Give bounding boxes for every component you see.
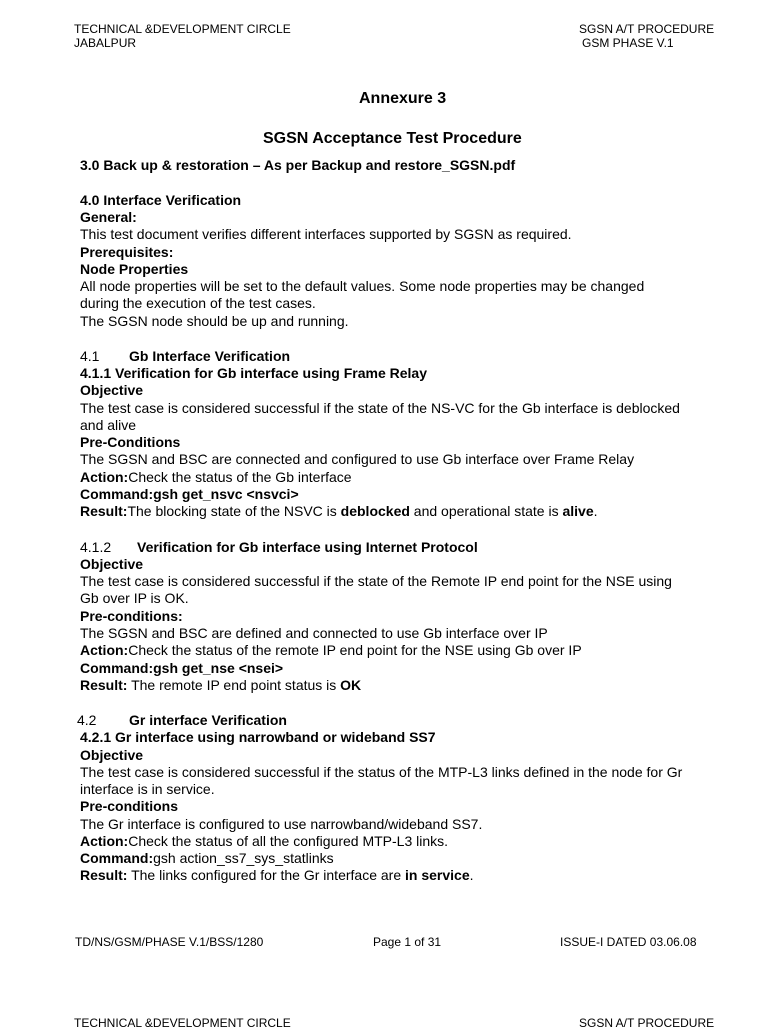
preconditions-label: Pre-conditions: — [80, 608, 183, 624]
preconditions-text: The SGSN and BSC are defined and connected to use Gb interface over IP — [80, 625, 548, 641]
header-right-line2: GSM PHASE V.1 — [582, 36, 674, 50]
section-4-0-heading: 4.0 Interface Verification — [80, 192, 242, 208]
general-label: General: — [80, 209, 137, 225]
footer-doc-id: TD/NS/GSM/PHASE V.1/BSS/1280 — [75, 935, 264, 949]
header-right-line1: SGSN A/T PROCEDURE — [579, 22, 715, 36]
header-left-line2: JABALPUR — [74, 36, 137, 50]
objective-text-1: The test case is considered successful if the status of the MTP-L3 links defined in the node for Gr — [80, 764, 683, 780]
next-page-header-right: SGSN A/T PROCEDURE — [579, 1016, 715, 1030]
objective-text-2: interface is in service. — [80, 781, 215, 797]
general-text: This test document verifies different interfaces supported by SGSN as required. — [80, 226, 572, 242]
action-label: Action: — [80, 642, 129, 658]
node-properties-label: Node Properties — [80, 261, 189, 277]
node-text-1: All node properties will be set to the default values. Some node properties may be changed — [80, 278, 645, 294]
next-page-header-left: TECHNICAL &DEVELOPMENT CIRCLE — [74, 1016, 291, 1030]
result-line — [80, 677, 361, 694]
result-text: The links configured for the Gr interface are — [127, 867, 405, 883]
objective-text-1: The test case is considered successful if the state of the NS-VC for the Gb interface is deblocked — [80, 400, 680, 416]
section-4-1-1-heading: 4.1.1 Verification for Gb interface using Frame Relay — [80, 365, 428, 381]
objective-text-2: and alive — [80, 417, 137, 433]
prerequisites-label: Prerequisites: — [80, 244, 174, 260]
action-label: Action: — [80, 833, 129, 849]
result-bold-2: alive — [562, 503, 594, 519]
action-line — [80, 642, 582, 659]
page-title: Annexure 3 — [359, 90, 447, 107]
result-text-mid: and operational state is — [409, 503, 563, 519]
footer-issue-date: ISSUE-I DATED 03.06.08 — [560, 935, 697, 949]
action-line — [80, 833, 448, 850]
command-line: Command:gsh get_nsvc <nsvci> — [80, 486, 299, 502]
section-3-0: 3.0 Back up & restoration – As per Backup and restore_SGSN.pdf — [80, 157, 516, 173]
node-text-3: The SGSN node should be up and running. — [80, 313, 349, 329]
header-left-line1: TECHNICAL &DEVELOPMENT CIRCLE — [74, 22, 291, 36]
action-text: Check the status of the remote IP end point for the NSE using Gb over IP — [128, 642, 582, 658]
action-text: Check the status of the Gb interface — [128, 469, 352, 485]
result-text: The remote IP end point status is — [127, 677, 341, 693]
result-bold-1: deblocked — [340, 503, 410, 519]
preconditions-text: The SGSN and BSC are connected and configured to use Gb interface over Frame Relay — [80, 451, 635, 467]
action-label: Action: — [80, 469, 129, 485]
node-text-2: during the execution of the test cases. — [80, 295, 316, 311]
result-line — [80, 867, 474, 884]
section-4-1-heading: Gb Interface Verification — [129, 348, 291, 364]
preconditions-label: Pre-conditions — [80, 798, 179, 814]
objective-label: Objective — [80, 556, 144, 572]
objective-label: Objective — [80, 747, 144, 763]
result-text: The blocking state of the NSVC is — [127, 503, 341, 519]
section-4-2-number: 4.2 — [77, 712, 97, 728]
result-bold-1: in service — [405, 867, 470, 883]
section-4-1-2-number: 4.1.2 — [80, 539, 112, 555]
result-label: Result: — [80, 677, 128, 693]
preconditions-text: The Gr interface is configured to use narrowband/wideband SS7. — [80, 816, 483, 832]
command-text: gsh action_ss7_sys_statlinks — [153, 850, 334, 866]
result-line — [80, 503, 598, 520]
action-text: Check the status of all the configured MTP-L3 links. — [128, 833, 449, 849]
result-text-end: . — [469, 867, 474, 883]
command-line: Command:gsh get_nse <nsei> — [80, 660, 284, 676]
result-label: Result: — [80, 503, 128, 519]
footer-page-number: Page 1 of 31 — [373, 935, 442, 949]
section-4-1-number: 4.1 — [80, 348, 100, 364]
action-line — [80, 469, 352, 486]
command-line — [80, 850, 334, 867]
result-text-end: . — [593, 503, 598, 519]
section-4-1-2-heading: Verification for Gb interface using Internet Protocol — [137, 539, 478, 555]
page-subtitle: SGSN Acceptance Test Procedure — [263, 130, 522, 147]
objective-text-2: Gb over IP is OK. — [80, 590, 189, 606]
objective-label: Objective — [80, 382, 144, 398]
section-4-2-heading: Gr interface Verification — [129, 712, 287, 728]
objective-text-1: The test case is considered successful if the state of the Remote IP end point for the NSE using — [80, 573, 672, 589]
result-bold-1: OK — [340, 677, 362, 693]
command-label: Command: — [80, 850, 154, 866]
result-label: Result: — [80, 867, 128, 883]
section-4-2-1-heading: 4.2.1 Gr interface using narrowband or wideband SS7 — [80, 729, 436, 745]
preconditions-label: Pre-Conditions — [80, 434, 181, 450]
